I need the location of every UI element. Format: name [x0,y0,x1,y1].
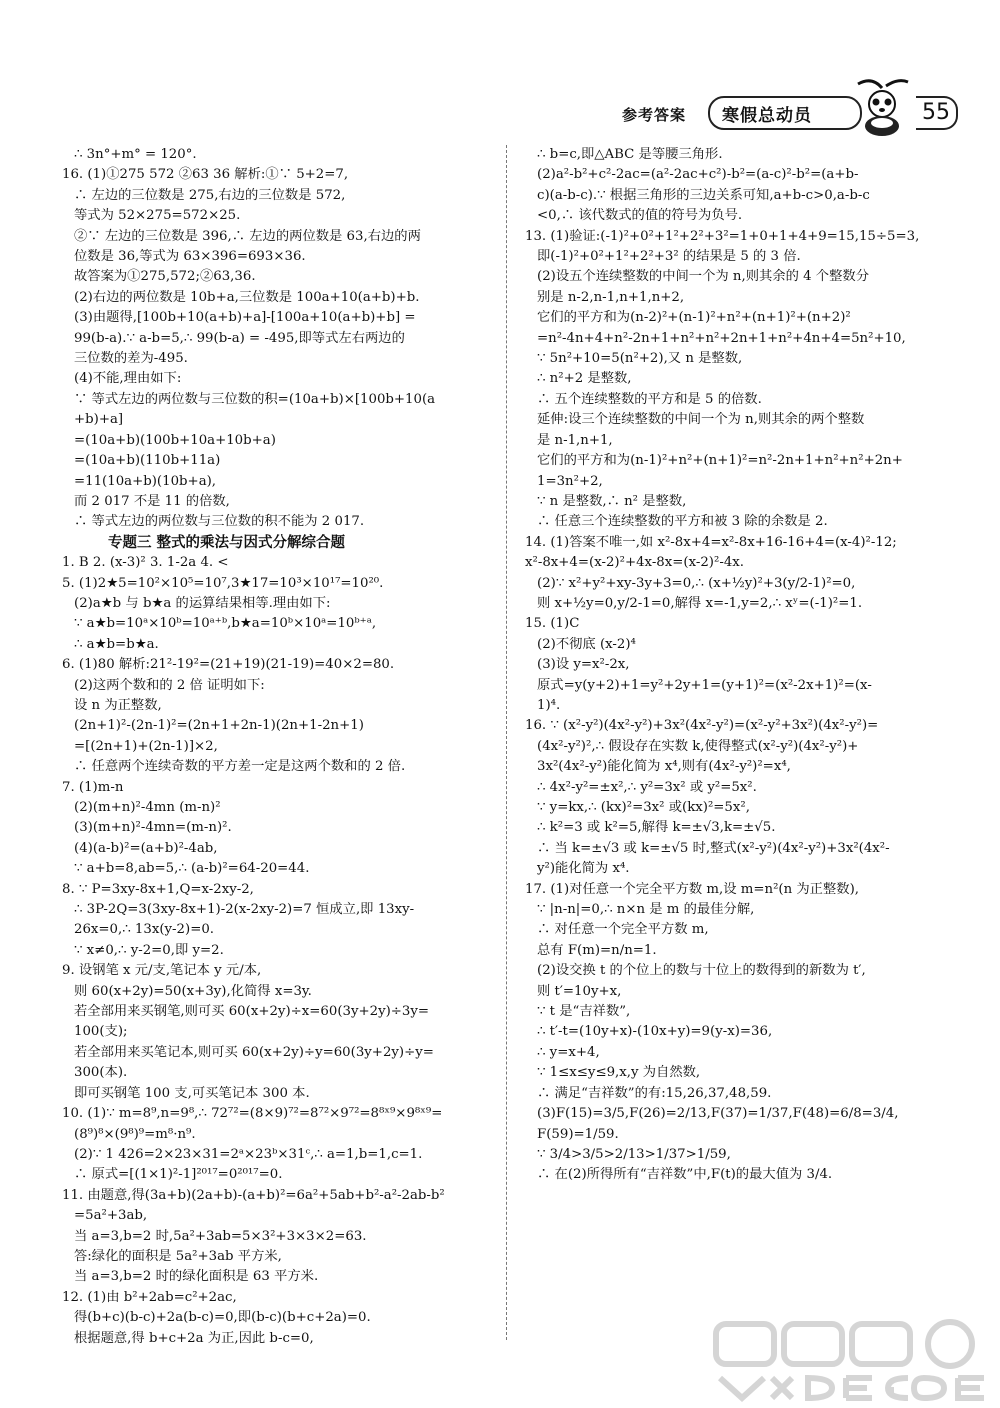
answer-line: =[(2n+1)+(2n-1)]×2, [74,738,218,754]
answer-line: (4)不能,理由如下: [74,371,182,387]
answer-line: ∵ 1≤x≤y≤9,x,y 为自然数, [537,1065,701,1081]
answer-line: 1)⁴. [537,697,561,713]
answer-line: ∴ 3n°+m° = 120°. [74,147,197,162]
answer-line: 答:绿化的面积是 5a²+3ab 平方米, [74,1248,282,1264]
answer-line: 则 t′=10y+x, [537,983,622,999]
answer-line: ∴ k²=3 或 k²=5,解得 k=±√3,k=±√5. [537,820,776,836]
answer-line: y²)能化简为 x⁴. [537,861,630,877]
answer-line: ∴ 任意两个连续奇数的平方差一定是这两个数和的 2 倍. [74,759,406,775]
answer-line: ∵ t 是“吉祥数”, [537,1004,631,1020]
answer-line: 若全部用来买笔记本,则可买 60(x+2y)÷y=60(3y+2y)÷y= [74,1044,434,1060]
answer-line: ∴ 4x²-y²=±x²,∴ y²=3x² 或 y²=5x². [537,779,757,795]
answer-line: x²-8x+4=(x-2)²+4x-8x=(x-2)²-4x. [525,555,745,571]
answer-line: ∴ 等式左边的两位数与三位数的积不能为 2 017. [74,514,365,530]
answer-line: +b)+a] [74,412,124,428]
answer-line: ∵ 等式左边的两位数与三位数的积=(10a+b)×[100b+10(a [74,391,436,407]
answer-line: 12. (1)由 b²+2ab=c²+2ac, [62,1289,237,1305]
answer-line: (2)∵ x²+y²+xy-3y+3=0,∴ (x+½y)²+3(y/2-1)²=0, [537,575,856,591]
column-divider [506,145,507,1340]
answer-line: (2)(m+n)²-4mn (m-n)² [74,800,221,815]
answer-line: 则 x+½y=0,y/2-1=0,解得 x=-1,y=2,∴ xʸ=(-1)²=1. [537,595,863,611]
page-header [0,92,1000,140]
answer-line: (2)∵ 1 426=2×23×31=2ᵃ×23ᵇ×31ᶜ,∴ a=1,b=1,c=1. [74,1146,423,1162]
answer-line: ∵ x≠0,∴ y-2=0,即 y=2. [74,942,224,958]
answer-line: 别是 n-2,n-1,n+1,n+2, [537,289,685,305]
book-title: 寒假总动员 [722,106,812,126]
answer-line: 13. (1)验证:(-1)²+0²+1²+2²+3²=1+0+1+4+9=15,15÷5=3, [525,228,920,244]
answer-line: 则 60(x+2y)=50(x+3y),化简得 x=3y. [74,983,312,999]
answer-line: ∵ a★b=10ᵃ×10ᵇ=10ᵃ⁺ᵇ,b★a=10ᵇ×10ᵃ=10ᵇ⁺ᵃ, [74,616,377,632]
answer-line: 是 n-1,n+1, [537,432,613,448]
answer-line: =11(10a+b)(10b+a), [74,473,217,489]
answer-line: 当 a=3,b=2 时的绿化面积是 63 平方米. [74,1269,319,1285]
answer-line: 得(b+c)(b-c)+2a(b-c)=0,即(b-c)(b+c+2a)=0. [74,1310,371,1326]
answer-line: (2)a★b 与 b★a 的运算结果相等.理由如下: [74,595,331,611]
answer-line: 总有 F(m)=n/n=1. [537,942,657,958]
answer-line: 故答案为①275,572;②63,36. [74,269,256,285]
answer-line: 26x=0,∴ 13x(y-2)=0. [74,922,215,938]
answer-line: ∵ a+b=8,ab=5,∴ (a-b)²=64-20=44. [74,861,310,877]
answer-line: 15. (1)C [525,616,580,632]
answer-line: (3)由题得,[100b+10(a+b)+a]-[100a+10(a+b)+b] = [74,310,416,326]
answer-line: ∵ 3/4>3/5>2/13>1/37>1/59, [537,1146,731,1162]
answer-line: (2)设五个连续整数的中间一个为 n,则其余的 4 个整数分 [537,269,869,285]
answer-line: (2)不彻底 (x-2)⁴ [537,636,636,652]
answer-line: 300(本). [74,1065,128,1081]
answer-line: 即可买钢笔 100 支,可买笔记本 300 本. [74,1085,310,1101]
answer-line: (3)设 y=x²-2x, [537,657,630,673]
answer-line: 位数是 36,等式为 63×396=693×36. [74,249,306,265]
answer-line: ∴ 在(2)所得所有“吉祥数”中,F(t)的最大值为 3/4. [537,1167,833,1183]
answer-line: ∴ 满足“吉祥数”的有:15,26,37,48,59. [537,1085,772,1101]
answer-line: F(59)=1/59. [537,1126,619,1142]
answer-line: ∴ 五个连续整数的平方和是 5 的倍数. [537,391,762,407]
answer-line: 它们的平方和为(n-1)²+n²+(n+1)²=n²-2n+1+n²+n²+2n+ [537,453,903,469]
answer-line: 1=3n²+2, [537,473,603,489]
answer-line: 6. (1)80 解析:21²-19²=(21+19)(21-19)=40×2=80. [62,657,395,673]
answer-line: (2)设交换 t 的个位上的数与十位上的数得到的新数为 t′, [537,963,866,979]
answer-line: (2)右边的两位数是 10b+a,三位数是 100a+10(a+b)+b. [74,289,420,305]
answer-line: 它们的平方和为(n-2)²+(n-1)²+n²+(n+1)²+(n+2)² [537,310,851,326]
answer-line: 11. 由题意,得(3a+b)(2a+b)-(a+b)²=6a²+5ab+b²-a²-2ab-b² [62,1187,445,1203]
answer-line: ∴ 任意三个连续整数的平方和被 3 除的余数是 2. [537,514,828,530]
answer-line: ∴ t′-t=(10y+x)-(10x+y)=9(y-x)=36, [537,1024,773,1040]
answer-line: 7. (1)m-n [62,779,124,795]
answer-line: 1. B 2. (x-3)² 3. 1-2a 4. < [62,555,229,571]
answer-line: ∴ y=x+4, [537,1044,600,1060]
answer-line: c)(a-b-c).∵ 根据三角形的三边关系可知,a+b-c>0,a-b-c [537,187,870,203]
answer-line: =(10a+b)(110b+11a) [74,453,221,469]
answer-line: (3)(m+n)²-4mn=(m-n)². [74,820,232,836]
answer-line: 9. 设钢笔 x 元/支,笔记本 y 元/本, [62,963,262,979]
answer-line: =(10a+b)(100b+10a+10b+a) [74,432,276,448]
answer-line: ∴ 对任意一个完全平方数 m, [537,922,709,938]
answer-line: 即(-1)²+0²+1²+2²+3² 的结果是 5 的 3 倍. [537,249,801,265]
answer-line: 100(支); [74,1024,128,1040]
answer-line: 10. (1)∵ m=8⁹,n=9⁸,∴ 72⁷²=(8×9)⁷²=8⁷²×9⁷²=8⁸ˣ⁹×9⁸ˣ⁹= [62,1106,443,1122]
answer-line: ∴ b=c,即△ABC 是等腰三角形. [537,147,723,162]
answer-line: ∴ 3P-2Q=3(3xy-8x+1)-2(x-2xy-2)=7 恒成立,即 13xy- [74,902,415,918]
answer-line: ②∵ 左边的三位数是 396,∴ 左边的两位数是 63,右边的两 [74,228,421,244]
answer-line: ∴ 左边的三位数是 275,右边的三位数是 572, [74,187,346,203]
answer-line: (2n+1)²-(2n-1)²=(2n+1+2n-1)(2n+1-2n+1) [74,718,364,734]
reference-answer-label: 参考答案 [622,106,687,124]
answer-line: (2)a²-b²+c²-2ac=(a²-2ac+c²)-b²=(a-c)²-b²=(a+b- [537,167,859,183]
right-answer-column [525,145,965,1186]
answer-line: ∴ 原式=[(1×1)²-1]²⁰¹⁷=0²⁰¹⁷=0. [74,1167,283,1183]
page-number: 55 [916,96,958,130]
answer-line: ∵ y=kx,∴ (kx)²=3x² 或(kx)²=5x², [537,800,750,815]
answer-line: 而 2 017 不是 11 的倍数, [74,493,230,509]
answer-line: ∴ 当 k=±√3 或 k=±√5 时,整式(x²-y²)(4x²-y²)+3x²(4x²- [537,840,890,856]
section-heading: 专题三 整式的乘法与因式分解综合题 [108,534,346,551]
answer-line: =5a²+3ab, [74,1208,148,1224]
answer-line: 99(b-a).∵ a-b=5,∴ 99(b-a) = -495,即等式左右两边的 [74,330,405,346]
answer-line: 8. ∵ P=3xy-8x+1,Q=x-2xy-2, [62,881,254,897]
answer-line: (2)这两个数和的 2 倍 证明如下: [74,677,265,693]
answer-line: 延伸:设三个连续整数的中间一个为 n,则其余的两个整数 [537,412,865,428]
answer-line: <0,∴ 该代数式的值的符号为负号. [537,208,743,224]
answer-line: (4)(a-b)²=(a+b)²-4ab, [74,840,218,856]
answer-line: ∵ n 是整数,∴ n² 是整数, [537,493,687,509]
answer-line: ∴ n²+2 是整数, [537,371,632,387]
answer-line: 三位数的差为-495. [74,351,188,367]
answer-line: =n²-4n+4+n²-2n+1+n²+n²+2n+1+n²+4n+4=5n²+10, [537,330,906,346]
answer-line: (4x²-y²)²,∴ 假设存在实数 k,使得整式(x²-y²)(4x²-y²)+ [537,738,859,754]
answer-line: (8⁹)⁸×(9⁸)⁹=m⁸·n⁹. [74,1126,196,1142]
answer-line: 3x²(4x²-y²)能化简为 x⁴,则有(4x²-y²)²=x⁴, [537,759,791,775]
answer-line: ∴ a★b=b★a. [74,636,159,652]
answer-line: 原式=y(y+2)+1=y²+2y+1=(y+1)²=(x²-2x+1)²=(x- [537,677,872,693]
answer-line: 若全部用来买钢笔,则可买 60(x+2y)÷x=60(3y+2y)÷3y= [74,1004,430,1020]
answer-line: 根据题意,得 b+c+2a 为正,因此 b-c=0, [74,1330,314,1346]
answer-line: 5. (1)2★5=10²×10⁵=10⁷,3★17=10³×10¹⁷=10²⁰. [62,575,384,591]
answer-line: 当 a=3,b=2 时,5a²+3ab=5×3²+3×3×2=63. [74,1228,367,1244]
answer-line: ∵ |n-n|=0,∴ n×n 是 m 的最佳分解, [537,902,755,918]
answer-line: 设 n 为正整数, [74,697,162,713]
watermark-logo [712,1318,992,1403]
panda-mascot-icon [852,76,912,138]
answer-line: 14. (1)答案不唯一,如 x²-8x+4=x²-8x+16-16+4=(x-4)²-12; [525,534,897,550]
answer-line: ∵ 5n²+10=5(n²+2),又 n 是整数, [537,351,743,367]
answer-line: (3)F(15)=3/5,F(26)=2/13,F(37)=1/37,F(48)=6/8=3/4, [537,1106,899,1122]
answer-line: 17. (1)对任意一个完全平方数 m,设 m=n²(n 为正整数), [525,881,859,897]
answer-line: 16. ∵ (x²-y²)(4x²-y²)+3x²(4x²-y²)=(x²-y²+3x²)(4x²-y²)= [525,718,879,734]
answer-line: 等式为 52×275=572×25. [74,208,241,224]
left-answer-column [62,145,492,1349]
answer-line: 16. (1)①275 572 ②63 36 解析:①∵ 5+2=7, [62,167,349,183]
